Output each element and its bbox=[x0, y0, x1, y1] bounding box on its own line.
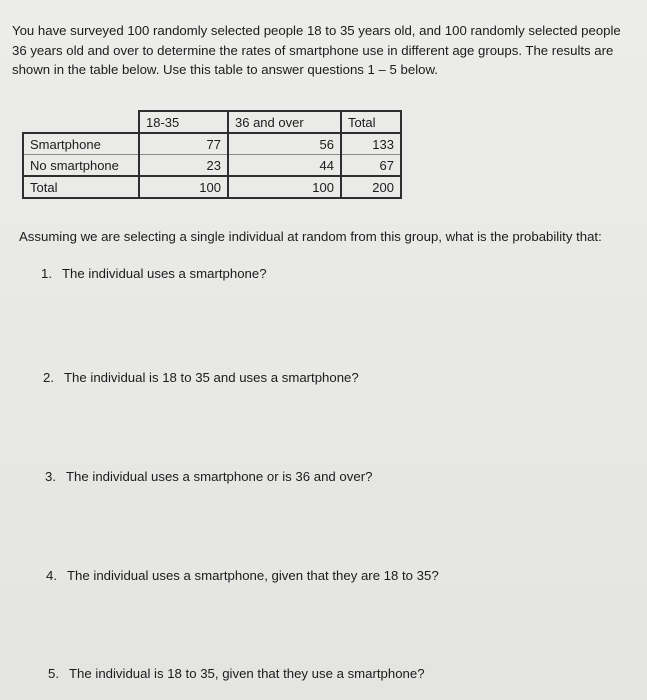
results-table bbox=[22, 110, 402, 199]
question-text: The individual is 18 to 35, given that they use a smartphone? bbox=[69, 666, 425, 681]
table-header-36-and-over: 36 and over bbox=[228, 111, 341, 133]
table-header-blank bbox=[23, 111, 139, 133]
question-1 bbox=[41, 266, 267, 281]
row-label-smartphone: Smartphone bbox=[23, 133, 139, 155]
intro-paragraph: You have surveyed 100 randomly selected people 18 to 35 years old, and 100 randomly selected people 36 years old and over to determine the rates of smartphone use in different age groups. The results are shown in the table below. Use this table to answer questions 1 – 5 below. bbox=[12, 23, 621, 77]
question-prompt: Assuming we are selecting a single individual at random from this group, what is the probability that: bbox=[19, 229, 602, 244]
table-header-18-35: 18-35 bbox=[139, 111, 228, 133]
question-number: 1. bbox=[41, 266, 52, 281]
cell-smartphone-total: 133 bbox=[341, 133, 401, 155]
cell-smartphone-36-and-over: 56 bbox=[228, 133, 341, 155]
question-text: The individual is 18 to 35 and uses a smartphone? bbox=[64, 370, 359, 385]
table-header-row bbox=[23, 111, 401, 133]
question-3 bbox=[45, 469, 372, 484]
cell-smartphone-18-35: 77 bbox=[139, 133, 228, 155]
question-text: The individual uses a smartphone or is 36 and over? bbox=[66, 469, 373, 484]
question-text: The individual uses a smartphone, given that they are 18 to 35? bbox=[67, 568, 439, 583]
table-row bbox=[23, 155, 401, 177]
question-number: 2. bbox=[43, 370, 54, 385]
cell-total-36-and-over: 100 bbox=[228, 176, 341, 198]
question-text: The individual uses a smartphone? bbox=[62, 266, 267, 281]
cell-no-smartphone-18-35: 23 bbox=[139, 155, 228, 177]
cell-total-total: 200 bbox=[341, 176, 401, 198]
question-2 bbox=[43, 370, 359, 385]
question-5 bbox=[48, 666, 425, 681]
row-label-no-smartphone: No smartphone bbox=[23, 155, 139, 177]
cell-no-smartphone-36-and-over: 44 bbox=[228, 155, 341, 177]
question-4 bbox=[46, 568, 439, 583]
table-row bbox=[23, 133, 401, 155]
question-number: 4. bbox=[46, 568, 57, 583]
row-label-total: Total bbox=[23, 176, 139, 198]
table-row bbox=[23, 176, 401, 198]
table-header-total: Total bbox=[341, 111, 401, 133]
question-number: 3. bbox=[45, 469, 56, 484]
cell-total-18-35: 100 bbox=[139, 176, 228, 198]
question-number: 5. bbox=[48, 666, 59, 681]
cell-no-smartphone-total: 67 bbox=[341, 155, 401, 177]
